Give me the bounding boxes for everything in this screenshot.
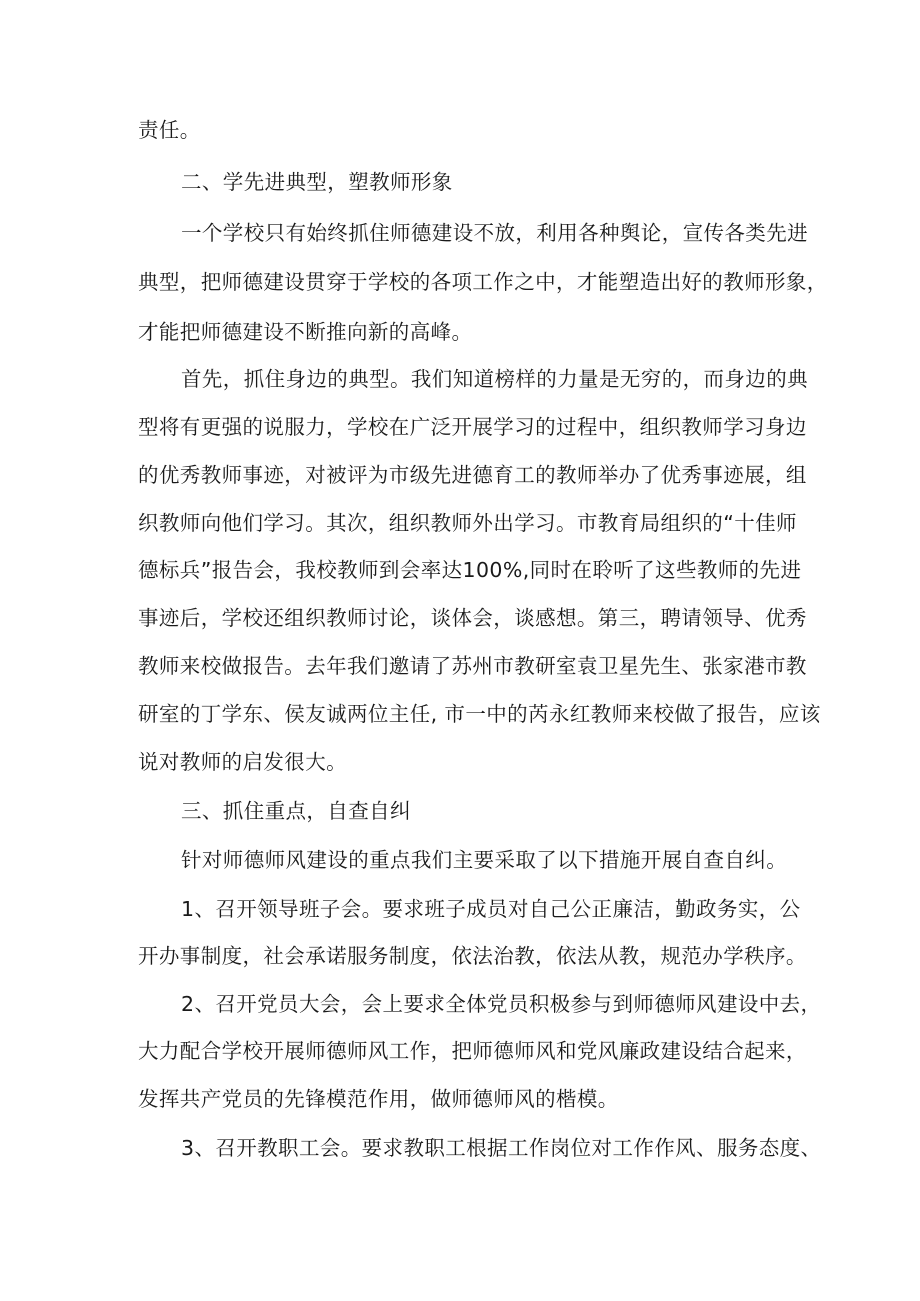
text-line: 事迹后，学校还组织教师讨论，谈体会，谈感想。第三，聘请领导、优秀 bbox=[138, 606, 807, 630]
text-line: 针对师德师风建设的重点我们主要采取了以下措施开展自查自纠。 bbox=[181, 848, 788, 872]
text-line: 一个学校只有始终抓住师德建设不放，利用各种舆论，宣传各类先进 bbox=[181, 221, 808, 245]
text-line: 大力配合学校开展师德师风工作，把师德师风和党风廉政建设结合起来， bbox=[138, 1039, 807, 1063]
text-line: 开办事制度，社会承诺服务制度，依法治教，依法从教，规范办学秩序。 bbox=[138, 944, 807, 968]
text-line: 研室的丁学东、侯友诚两位主任, 市一中的芮永红教师来校做了报告，应该 bbox=[138, 702, 821, 726]
list-item: 2、召开党员大会，会上要求全体党员积极参与到师德师风建设中去， bbox=[181, 992, 822, 1016]
text-line: 发挥共产党员的先锋模范作用，做师德师风的楷模。 bbox=[138, 1087, 619, 1111]
section-heading: 三、抓住重点，自查自纠 bbox=[181, 799, 411, 823]
text-line: 典型，把师德建设贯穿于学校的各项工作之中，才能塑造出好的教师形象， bbox=[138, 270, 828, 294]
list-item: 3、召开教职工会。要求教职工根据工作岗位对工作作风、服务态度、 bbox=[181, 1136, 822, 1160]
text-line: 才能把师德建设不断推向新的高峰。 bbox=[138, 320, 473, 344]
text-line: 首先，抓住身边的典型。我们知道榜样的力量是无穷的，而身边的典 bbox=[181, 367, 808, 391]
section-heading: 二、学先进典型，塑教师形象 bbox=[181, 170, 453, 194]
text-line: 德标兵”报告会，我校教师到会率达100%,同时在聆听了这些教师的先进 bbox=[138, 558, 802, 582]
text-line: 说对教师的启发很大。 bbox=[138, 750, 347, 774]
text-line: 的优秀教师事迹，对被评为市级先进德育工的教师举办了优秀事迹展，组 bbox=[138, 463, 807, 487]
list-item: 1、召开领导班子会。要求班子成员对自己公正廉洁，勤政务实，公 bbox=[181, 897, 801, 921]
text-line: 教师来校做报告。去年我们邀请了苏州市教研室袁卫星先生、张家港市教 bbox=[138, 654, 807, 678]
text-line: 型将有更强的说服力，学校在广泛开展学习的过程中，组织教师学习身边 bbox=[138, 415, 807, 439]
text-line: 责任。 bbox=[138, 118, 201, 142]
text-line: 织教师向他们学习。其次，组织教师外出学习。市教育局组织的“十佳师 bbox=[138, 511, 797, 535]
